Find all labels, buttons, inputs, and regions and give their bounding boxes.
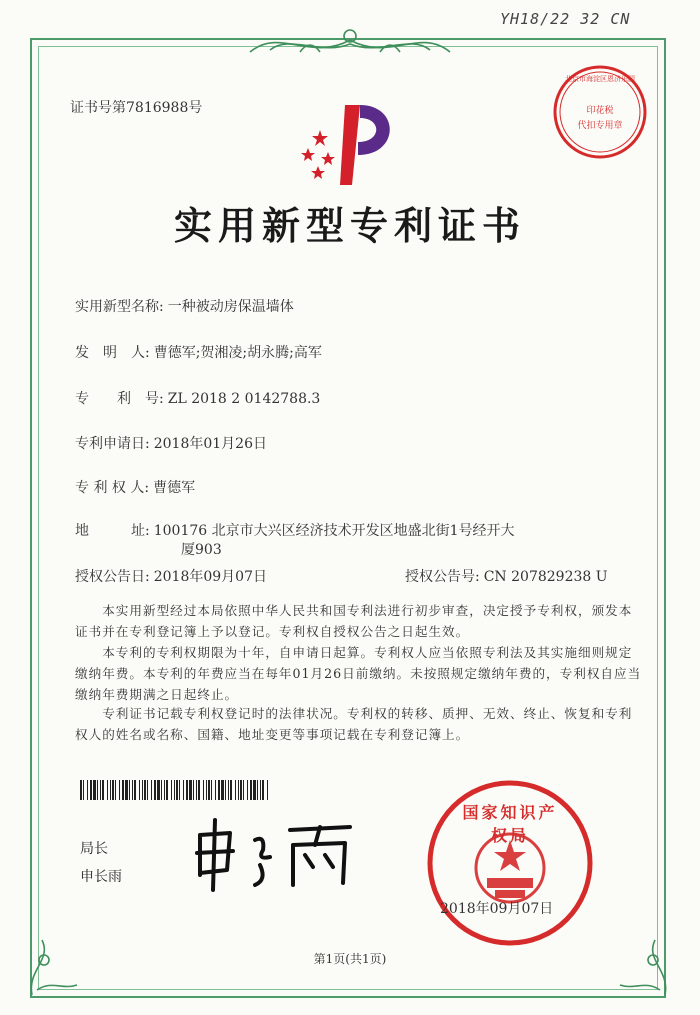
signature-icon	[185, 805, 365, 895]
inventor-label: 发 明 人:	[75, 345, 150, 361]
page-number: 第1页(共1页)	[313, 952, 387, 966]
handwritten-note: YH18/22 32 CN	[500, 10, 631, 28]
filing-date-label: 专利申请日:	[75, 436, 150, 452]
certificate-title: 实用新型专利证书	[173, 203, 526, 248]
signatory-name: 申长雨	[80, 869, 122, 885]
field-address-line2	[177, 539, 222, 559]
paragraph-1: 本实用新型经过本局依照中华人民共和国专利法进行初步审查，决定授予专利权，颁发本证书并在专利登记簿上予以登记。专利权自授权公告之日起生效。	[75, 603, 633, 639]
field-grant-number	[405, 566, 608, 586]
filing-date-value: 2018年01月26日	[153, 436, 267, 452]
grant-number-value: CN 207829238 U	[483, 569, 608, 585]
signatory-title: 局长	[80, 841, 108, 857]
tax-seal-ring-text: 北京市海淀区恩济乐园	[565, 75, 635, 83]
patent-number-value: ZL 2018 2 0142788.3	[167, 391, 321, 407]
address-value-line2: 厦903	[181, 542, 222, 558]
field-patentee	[75, 477, 195, 497]
field-grant-date	[75, 566, 267, 586]
patentee-value: 曹德军	[153, 480, 196, 496]
field-utility-model-name	[75, 296, 294, 316]
grant-date-value: 2018年09月07日	[153, 569, 267, 585]
certificate-number: 证书号第7816988号	[70, 100, 203, 116]
barcode-icon	[80, 780, 270, 800]
cnipa-logo-icon	[290, 100, 410, 190]
field-patent-number	[75, 388, 320, 408]
field-address	[75, 520, 515, 540]
field-filing-date	[75, 433, 267, 453]
grant-number-label: 授权公告号:	[405, 569, 480, 585]
patentee-label: 专 利 权 人:	[75, 480, 150, 496]
paragraph-3: 专利证书记载专利权登记时的法律状况。专利权的转移、质押、无效、终止、恢复和专利权人的姓名或名称、国籍、地址变更等事项记载在专利登记簿上。	[75, 706, 633, 742]
seal-date: 2018年09月07日	[440, 901, 554, 917]
tax-seal-inner-1: 印花税	[586, 106, 614, 116]
inventor-value: 曹德军;贺湘凌;胡永腾;高军	[153, 345, 322, 361]
name-label: 实用新型名称:	[75, 299, 164, 315]
top-ornament-icon	[240, 22, 460, 62]
address-value-line1: 100176 北京市大兴区经济技术开发区地盛北街1号经开大	[153, 523, 515, 539]
patent-number-label: 专 利 号:	[75, 391, 164, 407]
field-inventor	[75, 342, 322, 362]
grant-date-label: 授权公告日:	[75, 569, 150, 585]
address-label: 地 址:	[75, 523, 150, 539]
seal-text: 国家知识产权局	[462, 803, 558, 845]
tax-seal-inner-2: 代扣专用章	[577, 121, 623, 131]
name-value: 一种被动房保温墙体	[167, 299, 294, 315]
paragraph-2: 本专利的专利权期限为十年，自申请日起算。专利权人应当依照专利法及其实施细则规定缴纳年费。本专利的年费应当在每年01月26日前缴纳。未按照规定缴纳年费的，专利权自应当缴纳年费期满之日起终止。	[75, 645, 642, 702]
